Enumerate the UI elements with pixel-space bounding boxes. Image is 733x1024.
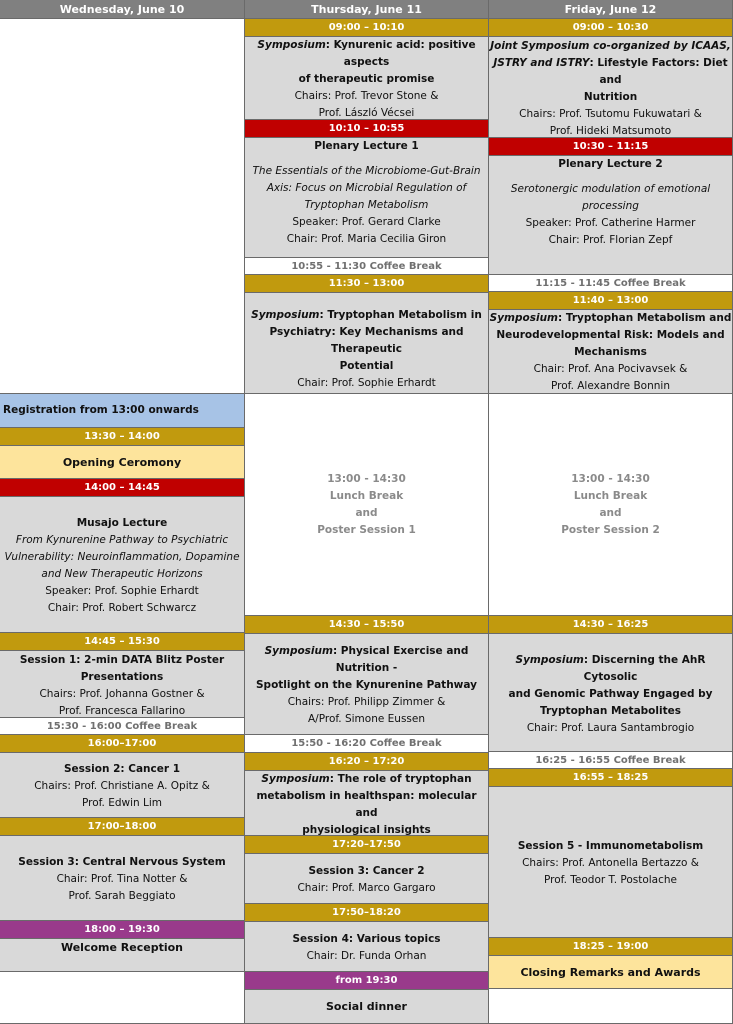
wed-musajo-time	[0, 479, 245, 497]
fri-s5-chairs-line: Prof. Teodor T. Postolache	[544, 874, 677, 886]
fri-plen-chair: Chair: Prof. Florian Zepf	[548, 234, 673, 246]
thu-sym2-chair: Chair: Prof. Sophie Erhardt	[297, 377, 436, 389]
wed-musajo-title: Musajo Lecture	[76, 517, 168, 529]
wed-session-3	[0, 836, 245, 921]
thu-sym2-prefix: Symposium	[251, 309, 320, 321]
fri-sym2-title-line	[489, 310, 732, 327]
header-thursday	[245, 0, 489, 19]
thu-plenary-time	[245, 120, 489, 138]
fri-joint-symposium	[489, 37, 733, 138]
thu-sym3-time	[245, 616, 489, 634]
wed-musajo-talk-line: Vulnerability: Neuroinflammation, Dopamine	[4, 551, 240, 563]
wed-opening-title: Opening Ceromony	[62, 455, 182, 469]
fri-empty-evening	[489, 989, 733, 1024]
wed-s2-time-label: 16:00–17:00	[87, 738, 157, 749]
wed-session-1	[0, 651, 245, 718]
thu-s3-chair: Chair: Prof. Marco Gargaro	[297, 882, 436, 894]
thu-s4-chair: Chair: Dr. Funda Orhan	[306, 950, 427, 962]
wed-opening-time-label: 13:30 – 14:00	[84, 431, 160, 442]
fri-symposium-2	[489, 310, 733, 394]
wed-s2-chairs-line: Prof. Edwin Lim	[81, 797, 163, 809]
wed-musajo-time-label: 14:00 – 14:45	[84, 482, 160, 493]
thu-plen-chair: Chair: Prof. Maria Cecilia Giron	[286, 233, 447, 245]
fri-sym2-chairs-line: Prof. Alexandre Bonnin	[550, 380, 670, 392]
thu-sym4-title-line: physiological insights	[302, 824, 431, 836]
fri-s5-time-label: 16:55 – 18:25	[572, 772, 649, 783]
fri-lunch-line: and	[599, 506, 622, 519]
fri-s5-time	[489, 769, 733, 787]
fri-sym2-prefix: Symposium	[489, 312, 558, 324]
fri-s5-chairs-line: Chairs: Prof. Antonella Bertazzo &	[522, 857, 699, 869]
fri-sym3-prefix: Symposium	[515, 653, 584, 666]
thu-sym2-title-text: : Tryptophan Metabolism in	[319, 309, 482, 321]
thu-sym2-time	[245, 275, 489, 293]
thu-coffee-break-2	[245, 735, 489, 753]
fri-closing-time	[489, 938, 733, 956]
thu-s4-time	[245, 904, 489, 922]
thu-s3-time	[245, 836, 489, 854]
fri-sym2-title-line: Mechanisms	[574, 346, 647, 358]
thu-sym3-prefix: Symposium	[264, 645, 333, 657]
thu-plen-title: Plenary Lecture 1	[314, 140, 419, 152]
wed-s2-title: Session 2: Cancer 1	[63, 763, 181, 775]
wed-opening-time	[0, 428, 245, 446]
fri-coffee-break-1	[489, 275, 733, 292]
fri-plenary-time-label: 10:30 – 11:15	[572, 141, 649, 152]
fri-sym1-chairs-line: Chairs: Prof. Tsutomu Fukuwatari &	[519, 107, 702, 120]
thu-plen-talk-line: Tryptophan Metabolism	[304, 199, 429, 211]
fri-plen-talk-line: processing	[582, 200, 639, 212]
wed-s2-chairs-line: Chairs: Prof. Christiane A. Opitz &	[34, 780, 210, 792]
fri-session-5	[489, 787, 733, 938]
thu-sym1-chairs-line: Prof. László Vécsei	[318, 107, 415, 119]
thu-sym3-chairs-line: A/Prof. Simone Eussen	[307, 713, 426, 725]
thu-session-4	[245, 922, 489, 972]
thu-lunch-poster	[245, 394, 489, 616]
fri-sym2-time	[489, 292, 733, 310]
fri-sym2-title-line: Neurodevelopmental Risk: Models and	[496, 329, 725, 341]
thu-sym1-time-label: 09:00 – 10:10	[328, 22, 405, 33]
thu-symposium-4	[245, 771, 489, 836]
wed-s3-time-label: 17:00–18:00	[87, 821, 157, 832]
fri-sym1-chairs-line: Prof. Hideki Matsumoto	[549, 124, 672, 137]
thu-sym3-title-line: Spotlight on the Kynurenine Pathway	[256, 679, 477, 691]
header-thursday-label: Thursday, June 11	[311, 2, 422, 16]
wed-s1-title-line: Presentations	[80, 670, 164, 683]
thu-lunch-line: 13:00 - 14:30	[327, 472, 406, 485]
wed-s1-chairs-line: Prof. Francesca Fallarino	[58, 704, 186, 717]
thu-symposium-3	[245, 634, 489, 735]
thu-plenary-lecture	[245, 138, 489, 258]
thu-plen-speaker: Speaker: Prof. Gerard Clarke	[292, 216, 441, 228]
wed-s3-title: Session 3: Central Nervous System	[18, 856, 226, 868]
thu-sym1-title-line: of therapeutic promise	[298, 73, 435, 85]
wed-s1-title-line: Session 1: 2-min DATA Blitz Poster	[19, 653, 225, 666]
thu-sym3-time-label: 14:30 – 15:50	[328, 619, 405, 630]
thu-sym2-time-label: 11:30 – 13:00	[328, 278, 405, 289]
thu-sym3-title-text: : Physical Exercise and Nutrition -	[332, 645, 469, 674]
thu-s3-title: Session 3: Cancer 2	[308, 865, 425, 877]
fri-sym3-time	[489, 616, 733, 634]
fri-sym1-title-line: Joint Symposium co-organized by ICAAS,	[490, 39, 731, 52]
fri-sym1-title-text: : Lifestyle Factors: Diet and	[589, 56, 728, 86]
fri-sym3-title-line: and Genomic Pathway Engaged by	[508, 687, 713, 700]
thu-sym1-title-text: : Kynurenic acid: positive aspects	[325, 39, 476, 68]
wed-s3-chairs-line: Chair: Prof. Tina Notter &	[56, 873, 188, 885]
thu-coffee-break-1	[245, 258, 489, 275]
fri-sym2-time-label: 11:40 – 13:00	[572, 295, 649, 306]
wed-coffee-label: 15:30 - 16:00 Coffee Break	[46, 720, 198, 732]
thu-s4-time-label: 17:50–18:20	[332, 907, 401, 918]
fri-closing-time-label: 18:25 – 19:00	[572, 941, 649, 952]
wed-welcome-time	[0, 921, 245, 939]
thu-sym2-title-line: Potential	[339, 360, 394, 372]
fri-sym1-title-line: Nutrition	[583, 90, 638, 103]
thu-coffee2-label: 15:50 - 16:20 Coffee Break	[291, 738, 442, 749]
fri-s5-title: Session 5 - Immunometabolism	[517, 840, 704, 852]
thu-sym4-time-label: 16:20 – 17:20	[328, 756, 405, 767]
thu-sym1-chairs-line: Chairs: Prof. Trevor Stone &	[294, 90, 439, 102]
thu-s3-time-label: 17:20–17:50	[332, 839, 401, 850]
thu-sym1-prefix: Symposium	[257, 39, 326, 51]
wed-s3-time	[0, 818, 245, 836]
fri-sym3-title-text: : Discerning the AhR Cytosolic	[583, 653, 706, 683]
fri-sym3-time-label: 14:30 – 16:25	[572, 619, 649, 630]
wed-coffee-break	[0, 718, 245, 735]
fri-lunch-line: Lunch Break	[573, 489, 648, 502]
thu-symposium-1	[245, 37, 489, 120]
thu-sym4-prefix: Symposium	[261, 773, 330, 785]
wed-musajo-talk-line: and New Therapeutic Horizons	[41, 568, 203, 580]
fri-sym1-time	[489, 19, 733, 37]
thu-sym2-title-line: Psychiatry: Key Mechanisms and Therapeutic	[269, 326, 464, 355]
fri-plen-speaker: Speaker: Prof. Catherine Harmer	[525, 217, 696, 229]
wed-s1-chairs-line: Chairs: Prof. Johanna Gostner &	[39, 687, 205, 700]
wed-s3-chairs-line: Prof. Sarah Beggiato	[68, 890, 176, 902]
fri-sym1-orgs: JSTRY and ISTRY	[493, 56, 590, 69]
thu-lunch-line: Lunch Break	[329, 489, 404, 502]
fri-lunch-line: Poster Session 2	[561, 523, 660, 536]
wed-musajo-speaker: Speaker: Prof. Sophie Erhardt	[45, 585, 199, 597]
wed-registration-label: Registration from 13:00 onwards	[3, 404, 199, 416]
thu-dinner-time-label: from 19:30	[335, 975, 398, 986]
fri-plen-talk-line: Serotonergic modulation of emotional	[510, 183, 711, 195]
header-wednesday-label: Wednesday, June 10	[59, 2, 185, 16]
thu-lunch-line: Poster Session 1	[317, 523, 416, 536]
wed-musajo-chair: Chair: Prof. Robert Schwarcz	[47, 602, 197, 614]
thu-sym1-title-line	[245, 37, 488, 71]
header-friday-label: Friday, June 12	[564, 2, 657, 16]
fri-sym3-title-line: Tryptophan Metabolites	[540, 704, 681, 717]
fri-sym1-title-line	[489, 55, 732, 89]
wed-welcome-time-label: 18:00 – 19:30	[84, 924, 160, 935]
thu-symposium-2	[245, 293, 489, 394]
fri-coffee2-label: 16:25 - 16:55 Coffee Break	[535, 754, 686, 766]
fri-sym3-chair: Chair: Prof. Laura Santambrogio	[526, 721, 695, 734]
fri-sym2-chairs-line: Chair: Prof. Ana Pocivavsek &	[533, 363, 688, 375]
fri-closing-title: Closing Remarks and Awards	[520, 965, 701, 979]
wed-registration	[0, 394, 245, 428]
thu-coffee1-label: 10:55 - 11:30 Coffee Break	[291, 260, 442, 272]
thu-sym4-title-line	[245, 771, 488, 788]
thu-plen-talk-line: The Essentials of the Microbiome-Gut-Brain	[252, 165, 481, 177]
fri-plenary-time	[489, 138, 733, 156]
thu-sym3-title-line	[245, 643, 488, 677]
fri-lunch-poster	[489, 394, 733, 616]
fri-plen-title: Plenary Lecture 2	[558, 158, 663, 170]
wed-welcome-reception	[0, 939, 245, 972]
fri-symposium-3	[489, 634, 733, 752]
wed-s1-time	[0, 633, 245, 651]
thu-sym4-title-text: : The role of tryptophan	[329, 773, 472, 785]
thu-social-dinner	[245, 990, 489, 1024]
header-friday	[489, 0, 733, 19]
fri-closing-remarks	[489, 956, 733, 989]
fri-lunch-line: 13:00 - 14:30	[571, 472, 650, 485]
thu-lunch-line: and	[355, 506, 378, 519]
thu-sym2-title-line	[245, 307, 488, 324]
header-wednesday	[0, 0, 245, 19]
wed-musajo-talk-line: From Kynurenine Pathway to Psychiatric	[15, 534, 229, 546]
thu-plenary-time-label: 10:10 – 10:55	[328, 123, 405, 134]
thu-sym1-time	[245, 19, 489, 37]
wed-welcome-title: Welcome Reception	[60, 941, 183, 954]
thu-session-3	[245, 854, 489, 904]
fri-coffee1-label: 11:15 - 11:45 Coffee Break	[535, 277, 686, 289]
wed-s2-time	[0, 735, 245, 753]
wed-empty-morning	[0, 19, 245, 394]
thu-dinner-title: Social dinner	[326, 1000, 407, 1013]
wed-opening-ceremony	[0, 446, 245, 479]
thu-sym4-time	[245, 753, 489, 771]
fri-coffee-break-2	[489, 752, 733, 769]
thu-dinner-time	[245, 972, 489, 990]
fri-plenary-lecture	[489, 156, 733, 275]
wed-s1-time-label: 14:45 – 15:30	[84, 636, 160, 647]
thu-sym3-chairs-line: Chairs: Prof. Philipp Zimmer &	[287, 696, 446, 708]
wed-musajo-lecture	[0, 497, 245, 633]
fri-sym2-title-text: : Tryptophan Metabolism and	[557, 312, 732, 324]
wed-empty-evening	[0, 972, 245, 1024]
thu-plen-talk-line: Axis: Focus on Microbial Regulation of	[266, 182, 467, 194]
thu-s4-title: Session 4: Various topics	[292, 933, 441, 945]
thu-sym4-title-line: metabolism in healthspan: molecular and	[256, 790, 477, 819]
fri-sym1-time-label: 09:00 – 10:30	[572, 22, 649, 33]
wed-session-2	[0, 753, 245, 818]
fri-sym3-title-line	[489, 652, 732, 686]
